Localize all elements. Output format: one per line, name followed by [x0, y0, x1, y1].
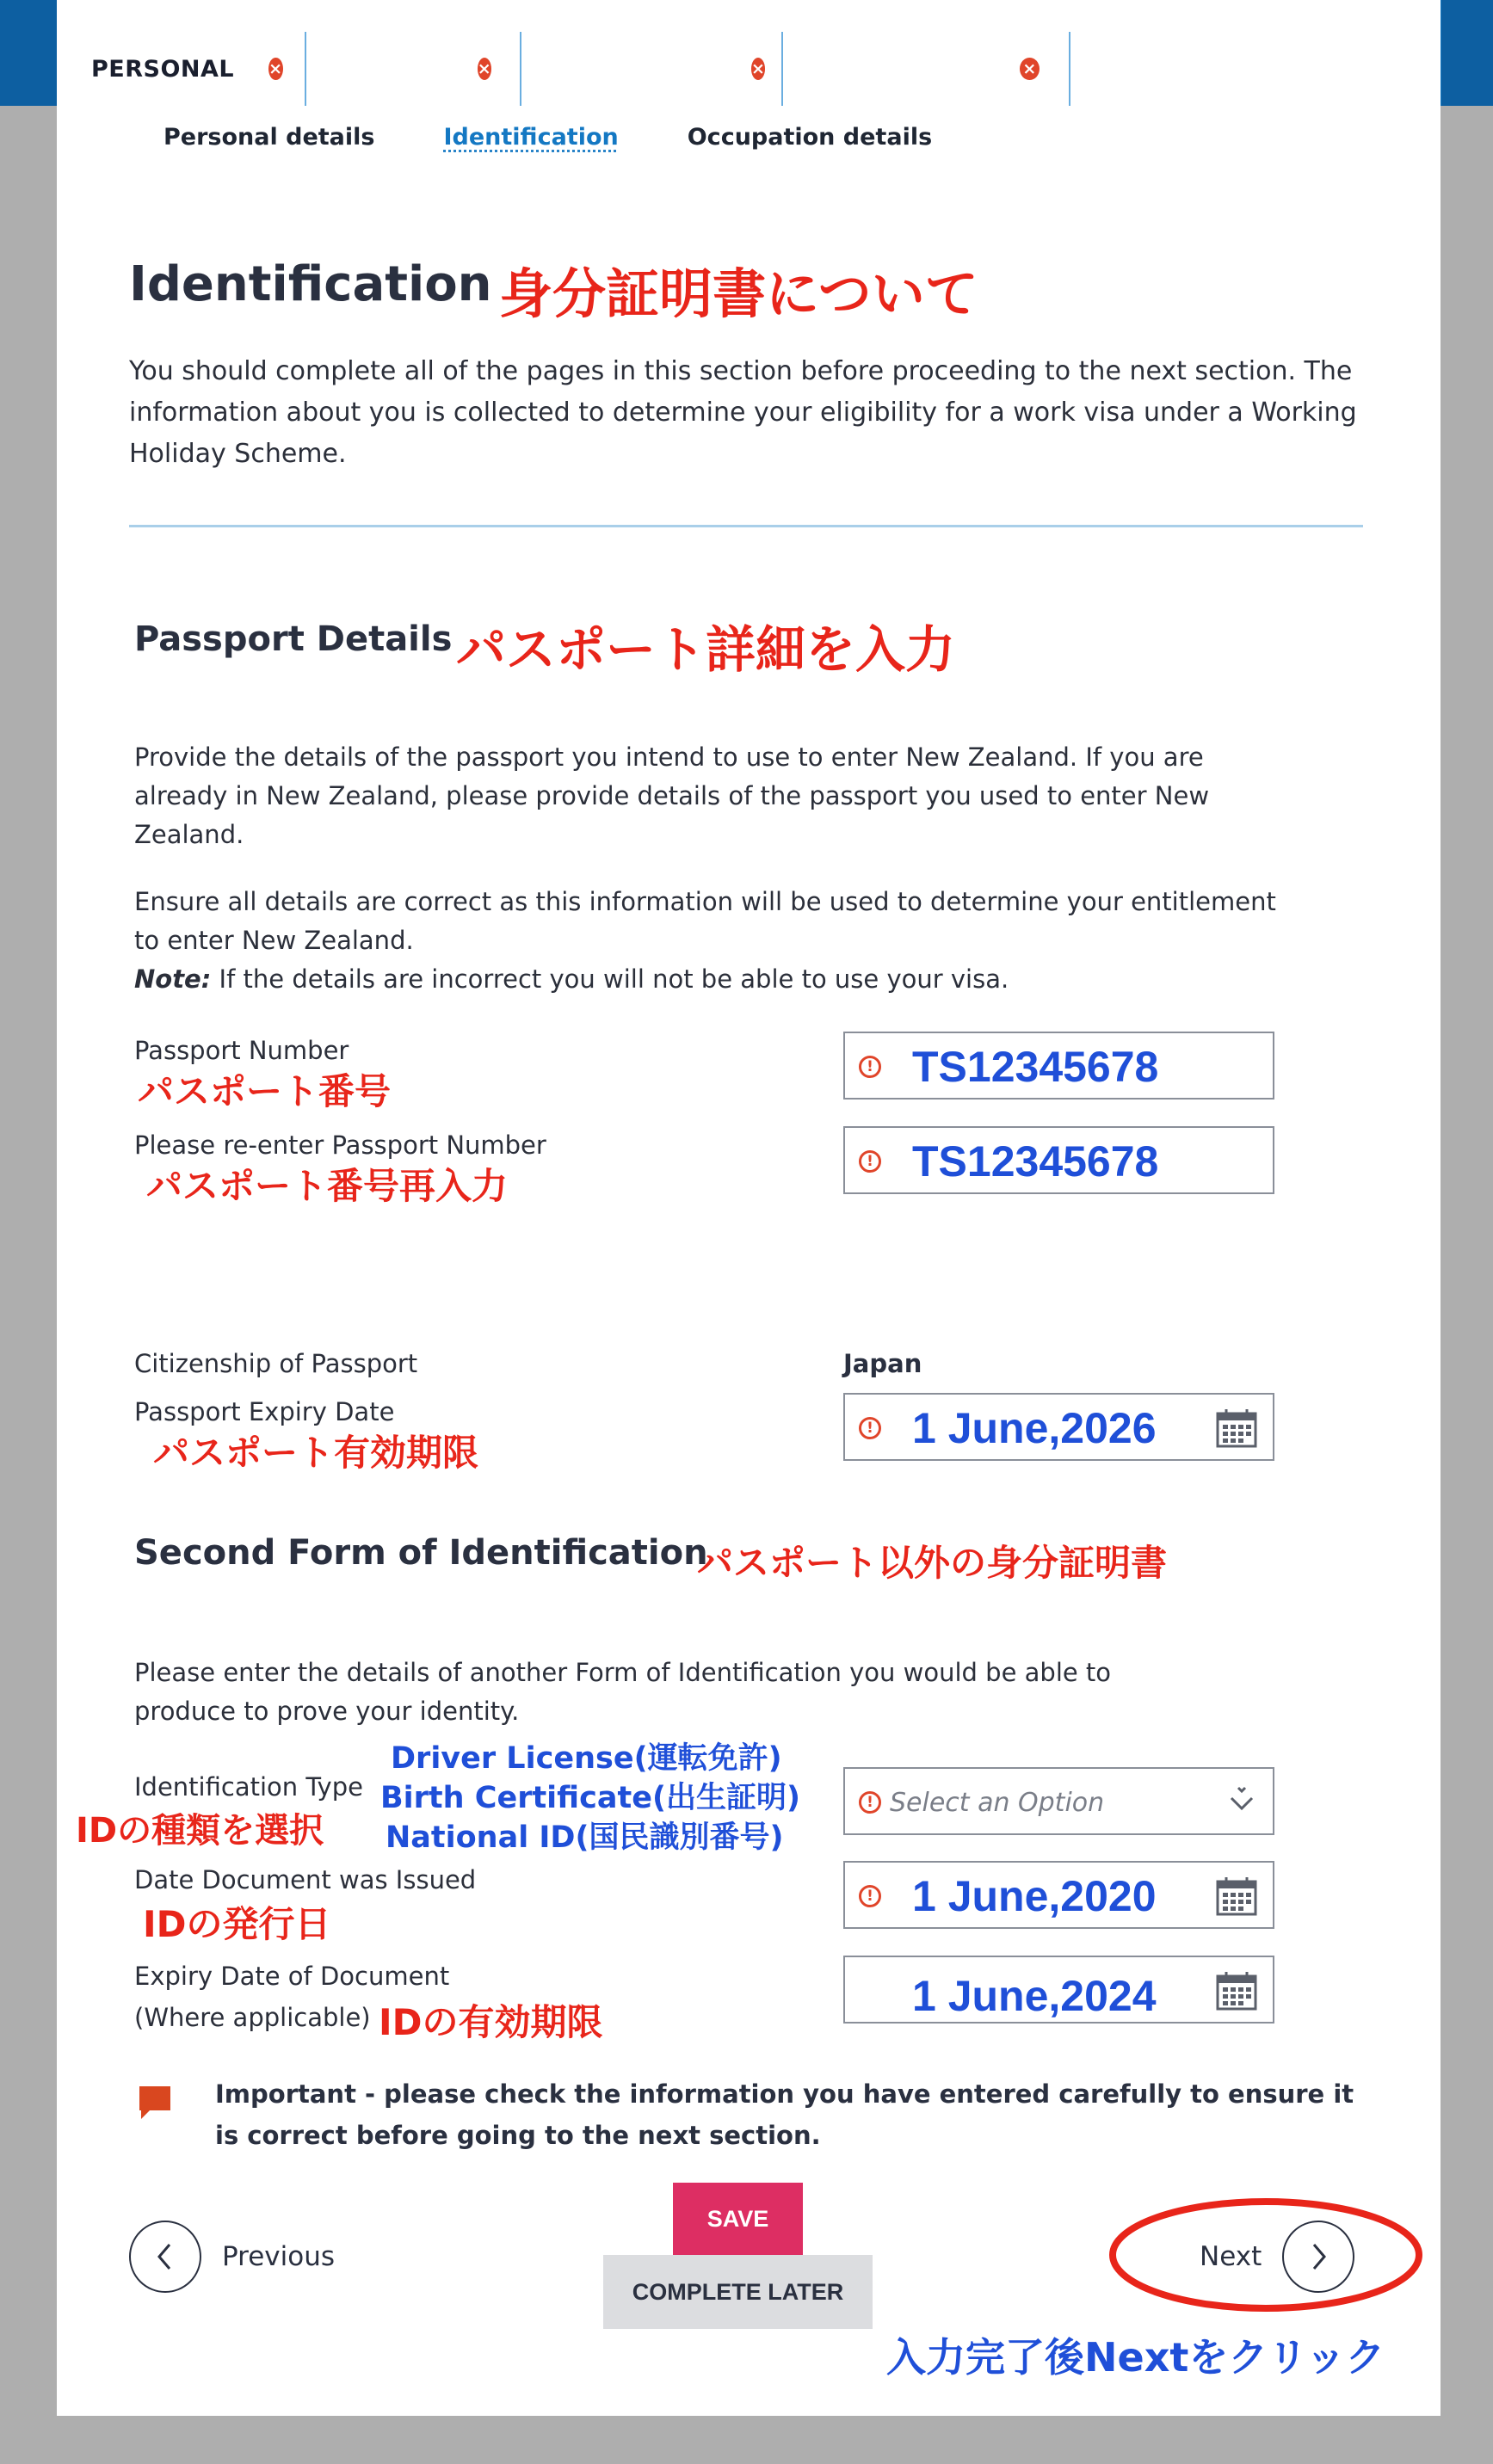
citizenship-label: Citizenship of Passport: [134, 1349, 418, 1378]
flag-icon: [138, 2085, 172, 2121]
passport-ensure-text: Ensure all details are correct as this information will be used to determine your entitlement to enter New Zealand.: [134, 887, 1276, 955]
important-notice: Important - please check the information you have entered carefully to ensure it is correct before going to the next section.: [215, 2079, 1354, 2150]
option-annotation-national: National ID(国民識別番号): [386, 1820, 784, 1855]
tab-whs-specific[interactable]: [783, 32, 1070, 106]
tab-label: CHARACTER: [556, 55, 717, 83]
id-type-label: Identification Type: [134, 1772, 363, 1802]
passport-number-jp-annotation: パスポート番号: [138, 1070, 392, 1112]
warning-icon: !: [859, 1791, 881, 1814]
passport-details-heading: Passport Details: [134, 619, 453, 659]
passport-expiry-jp-annotation: パスポート有効期限: [153, 1432, 479, 1474]
passport-note: [134, 960, 1305, 999]
passport-instructions: Provide the details of the passport you intend to use to enter New Zealand. If you are already in New Zealand, please provide details of the passport you used to enter New Zealand.: [134, 742, 1210, 849]
passport-reenter-value: TS12345678: [912, 1137, 1159, 1186]
second-id-heading: Second Form of Identification: [134, 1533, 708, 1573]
doc-expiry-label-note: (Where applicable): [134, 2003, 371, 2032]
section-tabs: [57, 32, 1070, 106]
warning-icon: !: [859, 1056, 881, 1078]
doc-expiry-jp-annotation: IDの有効期限: [379, 2001, 603, 2043]
error-x-icon: ×: [1020, 58, 1040, 80]
second-id-heading-jp-annotation: パスポート以外の身分証明書: [697, 1542, 1168, 1584]
passport-number-value: TS12345678: [912, 1043, 1159, 1091]
chevron-right-icon: [1282, 2221, 1354, 2293]
next-button[interactable]: [1200, 2218, 1354, 2295]
tab-health[interactable]: [306, 32, 521, 106]
save-button[interactable]: SAVE: [673, 2183, 803, 2255]
page-title: Identification: [129, 256, 492, 312]
doc-expiry-date-input[interactable]: [843, 1956, 1274, 2024]
second-id-instructions: Please enter the details of another Form of Identification you would be able to produce to prove your identity.: [134, 1658, 1112, 1726]
error-x-icon: ×: [750, 59, 766, 78]
date-issued-value: 1 June,2020: [912, 1872, 1157, 1920]
id-type-jp-annotation: IDの種類を選択: [76, 1811, 324, 1851]
subnav-occupation-details[interactable]: Occupation details: [687, 124, 933, 151]
date-issued-label: Date Document was Issued: [134, 1865, 477, 1894]
chevron-left-icon: [129, 2221, 201, 2293]
doc-expiry-value: 1 June,2024: [912, 1972, 1157, 2020]
passport-number-label: Passport Number: [134, 1036, 349, 1065]
passport-number-input[interactable]: [843, 1032, 1274, 1100]
citizenship-value: Japan: [843, 1349, 922, 1378]
top-bar-left-edge: [0, 0, 57, 106]
next-label: Next: [1200, 2241, 1262, 2272]
error-x-icon: ×: [477, 59, 492, 78]
id-type-select[interactable]: [843, 1767, 1274, 1835]
section-divider: [129, 525, 1363, 527]
form-panel: [57, 0, 1441, 2416]
sub-navigation: [163, 124, 932, 151]
warning-icon: !: [859, 1150, 881, 1173]
passport-expiry-value: 1 June,2026: [912, 1404, 1157, 1452]
subnav-personal-details[interactable]: Personal details: [163, 124, 375, 151]
note-text: If the details are incorrect you will not be able to use your visa.: [211, 964, 1009, 994]
tab-personal[interactable]: [57, 32, 306, 106]
warning-icon: !: [859, 1417, 881, 1439]
top-bar-right-edge: [1441, 0, 1493, 106]
doc-expiry-label: Expiry Date of Document: [134, 1962, 450, 1991]
intro-text: You should complete all of the pages in this section before proceeding to the next section. The information about you is collected to determine your eligibility for a work visa under a Working Holiday Scheme.: [129, 356, 1357, 469]
option-annotation-driver: Driver License(運転免許): [391, 1741, 782, 1776]
complete-later-button[interactable]: COMPLETE LATER: [603, 2255, 873, 2329]
tab-character[interactable]: [521, 32, 783, 106]
passport-heading-jp-annotation: パスポート詳細を入力: [456, 620, 956, 679]
id-type-placeholder: Select an Option: [890, 1788, 1105, 1818]
passport-reenter-label: Please re-enter Passport Number: [134, 1130, 546, 1160]
chevron-down-icon: [1228, 1784, 1255, 1814]
subnav-identification[interactable]: Identification: [443, 124, 619, 151]
note-label: Note:: [134, 964, 212, 994]
calendar-icon[interactable]: [1216, 1408, 1257, 1448]
previous-button[interactable]: [129, 2218, 335, 2295]
calendar-icon[interactable]: [1216, 1876, 1257, 1916]
passport-reenter-input[interactable]: [843, 1126, 1274, 1194]
calendar-icon[interactable]: [1216, 1971, 1257, 2011]
warning-icon: !: [859, 1885, 881, 1907]
passport-expiry-date-input[interactable]: [843, 1393, 1274, 1461]
passport-expiry-label: Passport Expiry Date: [134, 1397, 395, 1426]
error-x-icon: ×: [268, 59, 283, 78]
date-issued-input[interactable]: [843, 1861, 1274, 1929]
next-jp-annotation: 入力完了後Nextをクリック: [886, 2334, 1385, 2381]
tab-label: WHS SPECIFIC: [817, 42, 938, 95]
passport-reenter-jp-annotation: パスポート番号再入力: [146, 1165, 509, 1207]
previous-label: Previous: [222, 2241, 336, 2272]
option-annotation-birth: Birth Certificate(出生証明): [380, 1781, 800, 1815]
tab-label: HEALTH: [341, 55, 443, 83]
tab-label: PERSONAL: [91, 55, 235, 83]
page-title-jp-annotation: 身分証明書について: [499, 262, 978, 325]
date-issued-jp-annotation: IDの発行日: [143, 1903, 331, 1945]
